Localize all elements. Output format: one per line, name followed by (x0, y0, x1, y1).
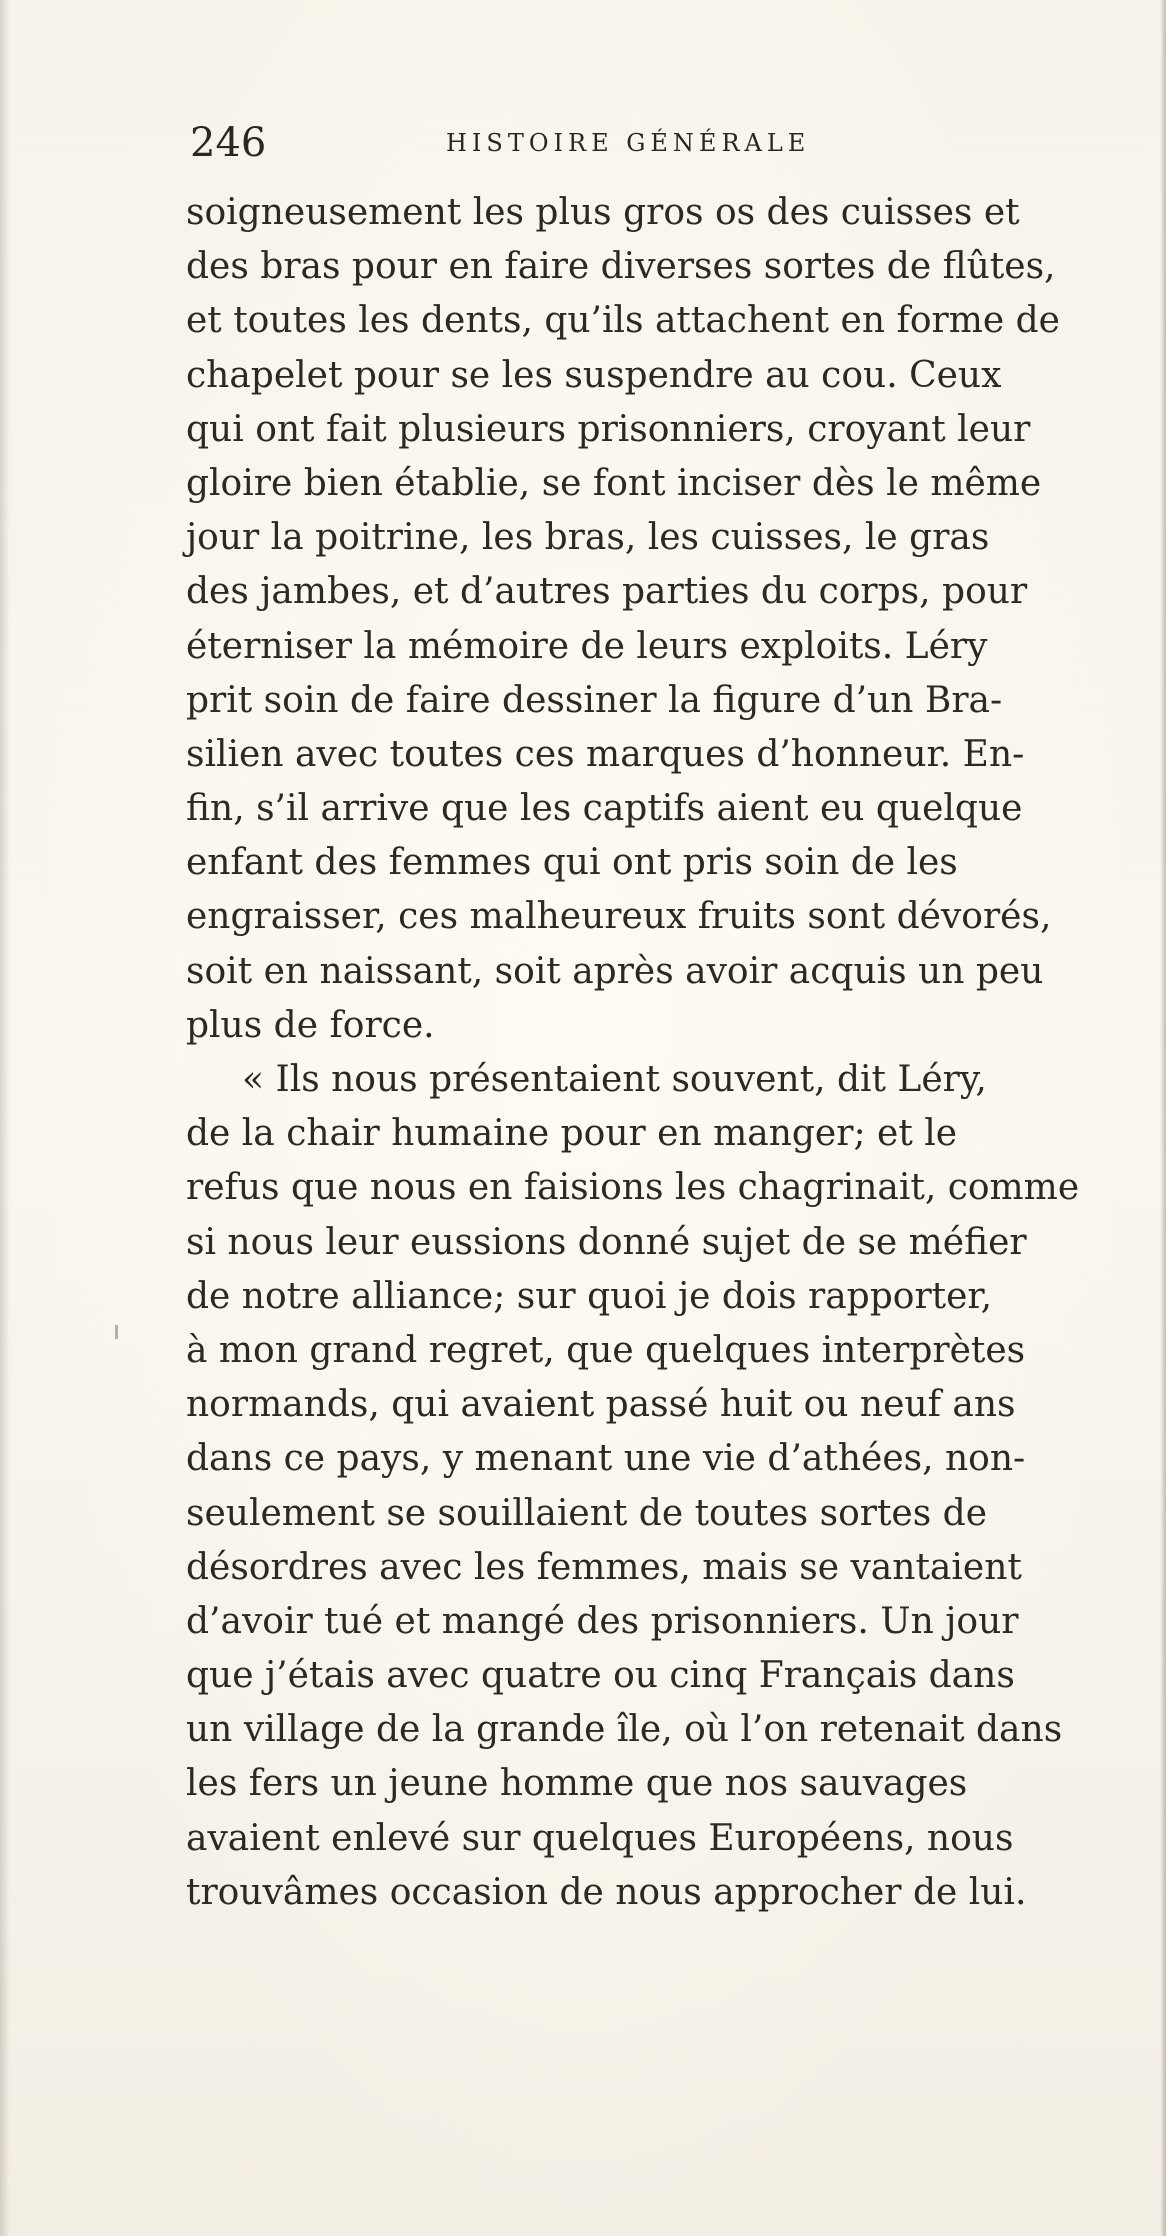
text-line: chapelet pour se les suspendre au cou. Ceux (186, 354, 1002, 396)
text-line: gloire bien établie, se font inciser dès le même (186, 462, 1042, 504)
text-line: normands, qui avaient passé huit ou neuf ans (186, 1384, 1016, 1426)
text-line: soigneusement les plus gros os des cuisses et (186, 192, 1020, 233)
text-line: si nous leur eussions donné sujet de se méfier (186, 1221, 1027, 1263)
ink-speck (115, 1325, 118, 1339)
text-line: fin, s’il arrive que les captifs aient eu quelque (186, 788, 1023, 830)
body-text (186, 186, 1164, 1920)
text-line: des bras pour en faire diverses sortes de flûtes, (186, 246, 1056, 288)
page-header (190, 118, 970, 168)
text-line: refus que nous en faisions les chagrinait, comme (186, 1167, 1080, 1209)
text-line: des jambes, et d’autres parties du corps, pour (186, 571, 1028, 613)
text-line: trouvâmes occasion de nous approcher de lui. (186, 1871, 1027, 1913)
text-line: et toutes les dents, qu’ils attachent en forme de (186, 300, 1060, 342)
text-line: d’avoir tué et mangé des prisonniers. Un jour (186, 1600, 1019, 1642)
text-line: les fers un jeune homme que nos sauvages (186, 1763, 968, 1805)
text-line: qui ont fait plusieurs prisonniers, croyant leur (186, 408, 1031, 450)
page-gutter-shadow (0, 0, 10, 2236)
text-line: à mon grand regret, que quelques interprètes (186, 1329, 1026, 1371)
text-line: de la chair humaine pour en manger; et le (186, 1113, 958, 1155)
paragraph-start-line: « Ils nous présentaient souvent, dit Léry, (242, 1059, 987, 1100)
text-line: dans ce pays, y menant une vie d’athées, non- (186, 1438, 1026, 1480)
text-line: jour la poitrine, les bras, les cuisses, le gras (186, 517, 990, 559)
running-title: HISTOIRE GÉNÉRALE (446, 129, 811, 157)
text-line: un village de la grande île, où l’on retenait dans (186, 1709, 1063, 1751)
text-line: silien avec toutes ces marques d’honneur. En- (186, 733, 1025, 775)
text-line: prit soin de faire dessiner la figure d’un Bra- (186, 679, 1003, 721)
text-line: soit en naissant, soit après avoir acquis un peu (186, 950, 1044, 992)
text-line: plus de force. (186, 1004, 435, 1046)
text-line: désordres avec les femmes, mais se vantaient (186, 1546, 1022, 1588)
text-line: de notre alliance; sur quoi je dois rapporter, (186, 1275, 993, 1317)
text-line: que j’étais avec quatre ou cinq Français dans (186, 1655, 1015, 1697)
text-line: avaient enlevé sur quelques Européens, nous (186, 1817, 1014, 1859)
text-line: seulement se souillaient de toutes sortes de (186, 1492, 987, 1534)
page-number: 246 (190, 120, 267, 166)
text-line: éterniser la mémoire de leurs exploits. Léry (186, 625, 988, 667)
text-line: engraisser, ces malheureux fruits sont dévorés, (186, 896, 1052, 938)
text-line: enfant des femmes qui ont pris soin de les (186, 842, 958, 884)
